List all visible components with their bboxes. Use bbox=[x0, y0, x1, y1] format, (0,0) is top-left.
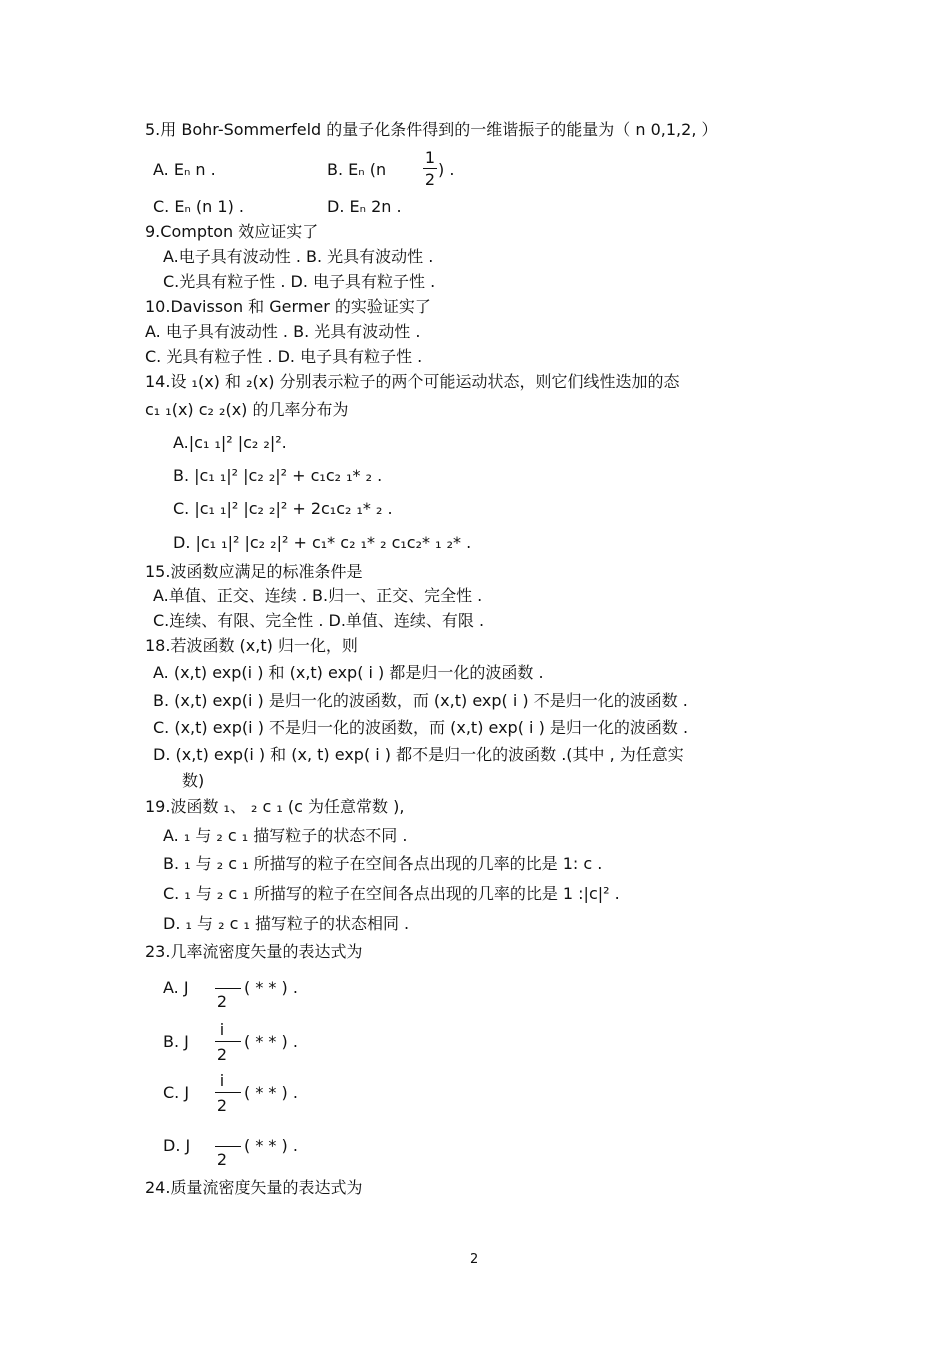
q23-option-a: A. J bbox=[163, 978, 189, 997]
q23-option-d-denominator: 2 bbox=[216, 1150, 228, 1169]
q9-stem: 9.Compton 效应证实了 bbox=[145, 222, 319, 241]
q5-option-b-fraction-bar bbox=[423, 168, 437, 169]
q10-options-line1: A. 电子具有波动性 . B. 光具有波动性 . bbox=[145, 322, 421, 341]
q14-option-b: B. |c₁ ₁|² |c₂ ₂|² + c₁c₂ ₁* ₂ . bbox=[173, 466, 383, 485]
q23-option-a-tail: ( * * ) . bbox=[244, 978, 298, 997]
q15-options-line1: A.单值、正交、连续 . B.归一、正交、完全性 . bbox=[153, 586, 483, 605]
q23-option-b: B. J bbox=[163, 1032, 189, 1051]
q18-option-b: B. (x,t) exp(i ) 是归一化的波函数，而 (x,t) exp( i ) 不是归一化的波函数 . bbox=[153, 691, 688, 710]
page-number: 2 bbox=[470, 1252, 479, 1267]
q23-option-c: C. J bbox=[163, 1083, 190, 1102]
q14-option-a: A.|c₁ ₁|² |c₂ ₂|². bbox=[173, 433, 287, 452]
q23-option-b-denominator: 2 bbox=[216, 1045, 228, 1064]
q10-stem: 10.Davisson 和 Germer 的实验证实了 bbox=[145, 297, 431, 316]
q10-options-line2: C. 光具有粒子性 . D. 电子具有粒子性 . bbox=[145, 347, 423, 366]
q15-options-line2: C.连续、有限、完全性 . D.单值、连续、有限 . bbox=[153, 611, 485, 630]
q5-option-b: B. Eₙ (n bbox=[327, 160, 387, 179]
q23-stem: 23.几率流密度矢量的表达式为 bbox=[145, 942, 363, 961]
q5-option-c: C. Eₙ (n 1) . bbox=[153, 197, 244, 216]
q9-options-line2: C.光具有粒子性 . D. 电子具有粒子性 . bbox=[163, 272, 436, 291]
q5-option-d: D. Eₙ 2n . bbox=[327, 197, 402, 216]
q23-option-d-tail: ( * * ) . bbox=[244, 1136, 298, 1155]
q18-option-d: D. (x,t) exp(i ) 和 (x, t) exp( i ) 都不是归一化的波函数 .(其中 , 为任意实 bbox=[153, 745, 684, 764]
q5-option-b-denominator: 2 bbox=[424, 170, 436, 189]
q23-option-c-numerator: i bbox=[219, 1071, 225, 1090]
q18-stem: 18.若波函数 (x,t) 归一化，则 bbox=[145, 636, 358, 655]
q23-option-d-fraction-bar bbox=[215, 1146, 241, 1147]
q5-stem: 5.用 Bohr-Sommerfeld 的量子化条件得到的一维谐振子的能量为（ n 0,1,2, ） bbox=[145, 120, 718, 139]
q5-option-b-tail: ) . bbox=[438, 160, 455, 179]
q14-stem-line2: c₁ ₁(x) c₂ ₂(x) 的几率分布为 bbox=[145, 400, 349, 419]
q23-option-a-denominator: 2 bbox=[216, 992, 228, 1011]
q19-option-c: C. ₁ 与 ₂ c ₁ 所描写的粒子在空间各点出现的几率的比是 1 :|c|² . bbox=[163, 884, 620, 903]
q19-option-b: B. ₁ 与 ₂ c ₁ 所描写的粒子在空间各点出现的几率的比是 1: c . bbox=[163, 854, 603, 873]
q23-option-b-numerator: i bbox=[219, 1020, 225, 1039]
q23-option-a-fraction-bar bbox=[215, 988, 241, 989]
q14-stem: 14.设 ₁(x) 和 ₂(x) 分别表示粒子的两个可能运动状态，则它们线性迭加的态 bbox=[145, 372, 680, 391]
q5-option-a: A. Eₙ n . bbox=[153, 160, 216, 179]
q18-option-d-continued: 数) bbox=[182, 771, 205, 790]
q18-option-c: C. (x,t) exp(i ) 不是归一化的波函数，而 (x,t) exp( i ) 是归一化的波函数 . bbox=[153, 718, 689, 737]
q23-option-b-tail: ( * * ) . bbox=[244, 1032, 298, 1051]
q23-option-c-fraction-bar bbox=[215, 1092, 241, 1093]
q5-option-b-numerator: 1 bbox=[424, 148, 436, 167]
q18-option-a: A. (x,t) exp(i ) 和 (x,t) exp( i ) 都是归一化的波函数 . bbox=[153, 663, 544, 682]
q19-stem: 19.波函数 ₁、 ₂ c ₁ (c 为任意常数 ), bbox=[145, 797, 405, 816]
q9-options-line1: A.电子具有波动性 . B. 光具有波动性 . bbox=[163, 247, 434, 266]
q23-option-c-denominator: 2 bbox=[216, 1096, 228, 1115]
q23-option-b-fraction-bar bbox=[215, 1041, 241, 1042]
q23-option-c-tail: ( * * ) . bbox=[244, 1083, 298, 1102]
q24-stem: 24.质量流密度矢量的表达式为 bbox=[145, 1178, 363, 1197]
q15-stem: 15.波函数应满足的标准条件是 bbox=[145, 562, 363, 581]
q14-option-c: C. |c₁ ₁|² |c₂ ₂|² + 2c₁c₂ ₁* ₂ . bbox=[173, 499, 393, 518]
q14-option-d: D. |c₁ ₁|² |c₂ ₂|² + c₁* c₂ ₁* ₂ c₁c₂* ₁ ₂* . bbox=[173, 533, 472, 552]
q23-option-d: D. J bbox=[163, 1136, 191, 1155]
q19-option-d: D. ₁ 与 ₂ c ₁ 描写粒子的状态相同 . bbox=[163, 914, 410, 933]
q19-option-a: A. ₁ 与 ₂ c ₁ 描写粒子的状态不同 . bbox=[163, 826, 408, 845]
